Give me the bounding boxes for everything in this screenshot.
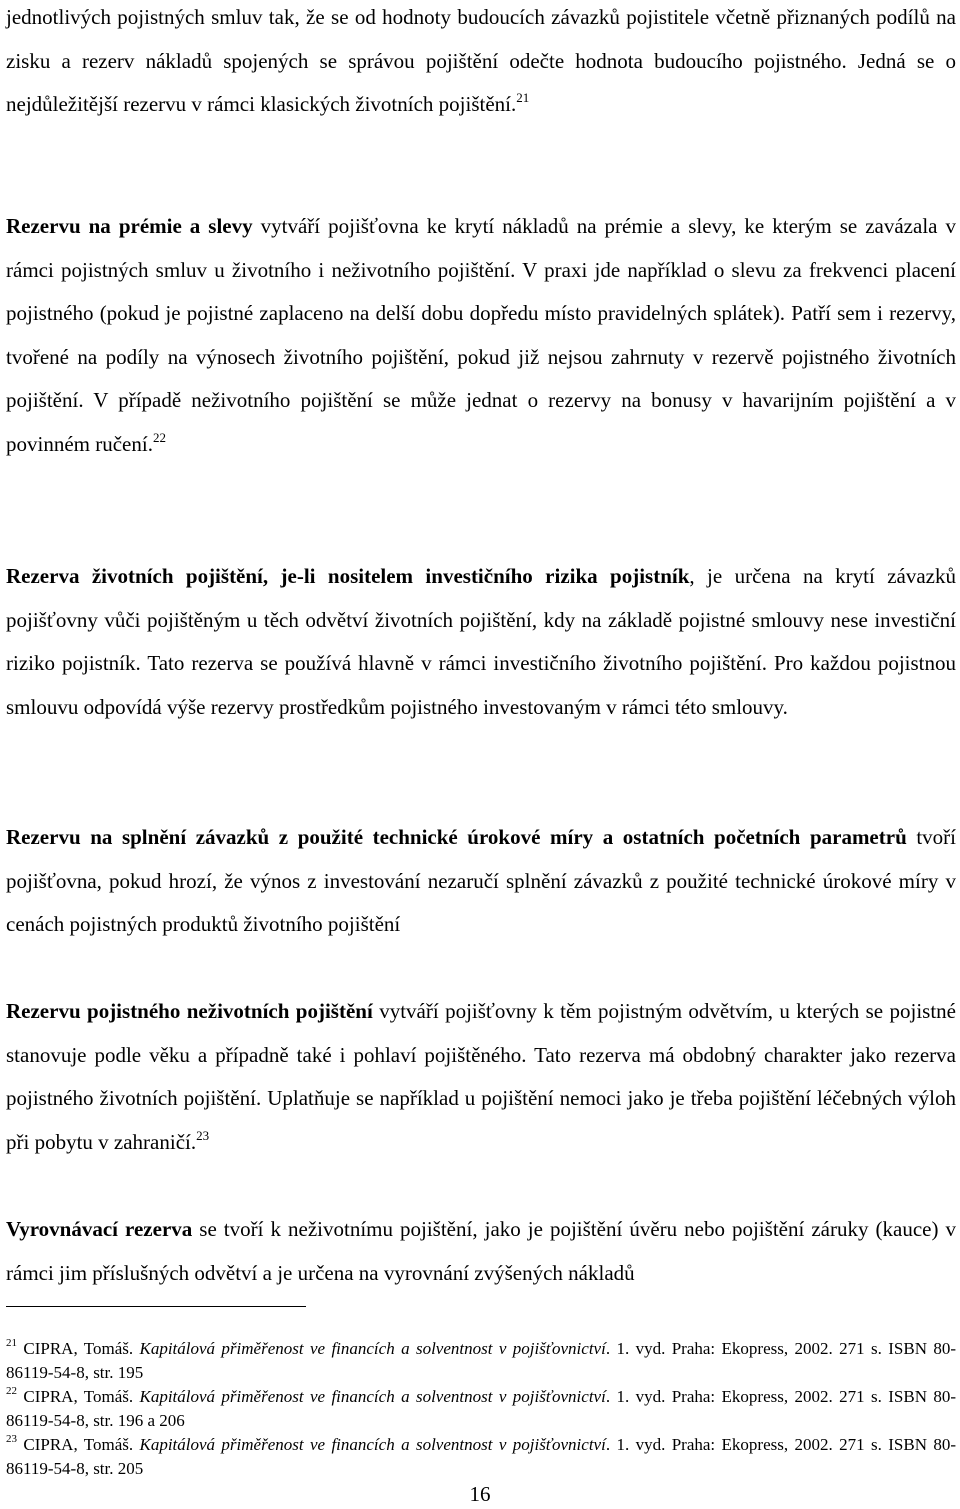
footnote-number: 22 xyxy=(6,1385,17,1397)
paragraph-heading: Vyrovnávací rezerva xyxy=(6,1217,193,1241)
footnote-details: . 1. vyd. Praha: Ekopress, 2002. 271 s. ISBN 80-86119-54-8, str. 195 xyxy=(6,1339,957,1382)
paragraph-text: vytváří pojišťovny k těm pojistným odvětvím, u kterých se pojistné stanovuje podle věku a případně také i pohlaví pojištěného. Tato rezerva má obdobný charakter jako rezerva pojistného životních pojištění. Uplatňuje se například u pojištění nemoci jako je třeba pojištění léčebných výloh při pobytu v zahraničí. xyxy=(6,999,956,1154)
footnote-author: CIPRA, Tomáš. xyxy=(17,1339,140,1358)
paragraph-life-insurance-reserve xyxy=(6,0,956,127)
paragraph-bonus-discount-reserve xyxy=(6,205,956,467)
paragraph-heading: Rezervu pojistného neživotních pojištění xyxy=(6,999,373,1023)
footnote-author: CIPRA, Tomáš. xyxy=(17,1387,140,1406)
paragraph-text: , je určena na krytí závazků pojišťovny vůči pojištěným u těch odvětví životních pojištění, kdy na základě pojistné smlouvy nese investiční riziko pojistník. Tato rezerva se používá hlavně v rámci investičního životního pojištění. Pro každou pojistnou smlouvu odpovídá výše rezervy prostředkům pojistného investovaným v rámci této smlouvy. xyxy=(6,564,956,719)
page-number: 16 xyxy=(469,1482,491,1506)
paragraph-text: se tvoří k neživotnímu pojištění, jako je pojištění úvěru nebo pojištění záruky (kauce) v rámci jim příslušných odvětví a je určena na vyrovnání zvýšených nákladů xyxy=(6,1217,956,1285)
paragraph-text: vytváří pojišťovna ke krytí nákladů na prémie a slevy, ke kterým se zavázala v rámci pojistných smluv u životního i neživotního pojištění. V praxi jde například o slevu za frekvenci placení pojistného (pokud je pojistné zaplaceno na delší dobu dopředu místo pravidelných splátek). Patří sem i rezervy, tvořené na podíly na výnosech životního pojištění, pokud již nejsou zahrnuty v rezervě pojistného životních pojištění. V případě neživotního pojištění se může jednat o rezervy na bonusy v havarijním pojištění a v povinném ručení. xyxy=(6,214,956,456)
footnote-ref-23[interactable]: 23 xyxy=(196,1127,210,1143)
footnote-number: 23 xyxy=(6,1433,17,1445)
paragraph-heading: Rezervu na prémie a slevy xyxy=(6,214,253,238)
footnote-22 xyxy=(6,1385,956,1433)
paragraph-non-life-premium-reserve xyxy=(6,990,956,1164)
footnotes xyxy=(6,1337,956,1481)
paragraph-heading: Rezerva životních pojištění, je-li nositelem investičního rizika pojistník xyxy=(6,564,690,588)
footnote-title: Kapitálová přiměřenost ve financích a solventnost v pojišťovnictví xyxy=(139,1387,606,1406)
footnote-number: 21 xyxy=(6,1337,17,1349)
footnote-ref-21[interactable]: 21 xyxy=(516,90,530,106)
footnote-21 xyxy=(6,1337,956,1385)
paragraph-investment-risk-reserve xyxy=(6,555,956,729)
footnote-title: Kapitálová přiměřenost ve financích a solventnost v pojišťovnictví xyxy=(139,1435,606,1454)
footnote-separator xyxy=(6,1306,306,1307)
paragraph-equalization-reserve xyxy=(6,1208,956,1295)
paragraph-heading: Rezervu na splnění závazků z použité technické úrokové míry a ostatních početních parametrů xyxy=(6,825,907,849)
footnote-details: . 1. vyd. Praha: Ekopress, 2002. 271 s. ISBN 80-86119-54-8, str. 205 xyxy=(6,1435,957,1478)
paragraph-technical-interest-reserve xyxy=(6,816,956,947)
footnote-ref-22[interactable]: 22 xyxy=(152,429,166,445)
footnote-details: . 1. vyd. Praha: Ekopress, 2002. 271 s. ISBN 80-86119-54-8, str. 196 a 206 xyxy=(6,1387,957,1430)
footnote-23 xyxy=(6,1433,956,1481)
footnote-author: CIPRA, Tomáš. xyxy=(17,1435,140,1454)
paragraph-text: jednotlivých pojistných smluv tak, že se od hodnoty budoucích závazků pojistitele včetně přiznaných podílů na zisku a rezerv nákladů spojených se správou pojištění odečte hodnota budoucího pojistného. Jedná se o nejdůležitější rezervu v rámci klasických životních pojištění. xyxy=(6,5,956,117)
paragraph-text: tvoří pojišťovna, pokud hrozí, že výnos z investování nezaručí splnění závazků z použité technické úrokové míry v cenách pojistných produktů životního pojištění xyxy=(6,825,956,937)
footnote-title: Kapitálová přiměřenost ve financích a solventnost v pojišťovnictví xyxy=(139,1339,606,1358)
